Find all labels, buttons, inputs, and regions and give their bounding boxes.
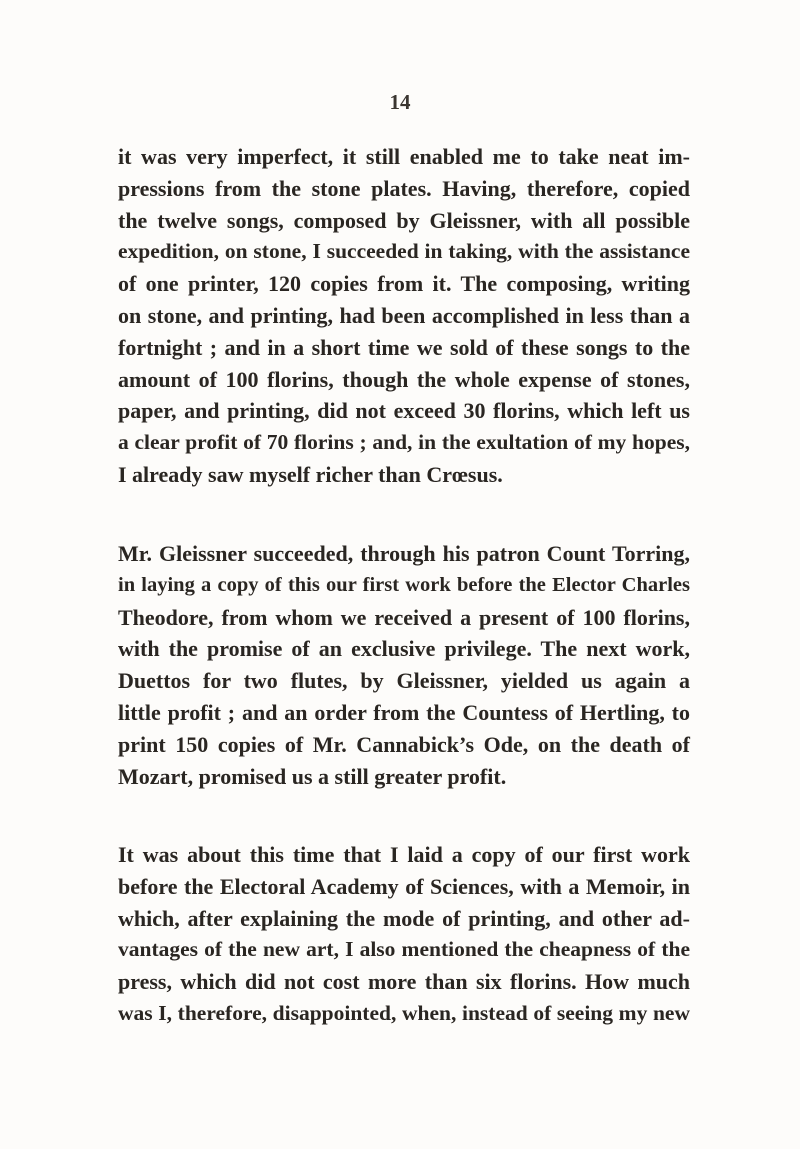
paragraph-3 (118, 839, 690, 1030)
text-line: which, after explaining the mode of printing, and other ad- (118, 905, 690, 931)
text-line: amount of 100 florins, though the whole expense of stones, (118, 366, 690, 392)
text-line: on stone, and printing, had been accomplished in less than a (118, 302, 690, 328)
text-line: with the promise of an exclusive privilege. The next work, (118, 636, 690, 662)
text-line: print 150 copies of Mr. Cannabick’s Ode, on the death of (118, 731, 690, 757)
page-number: 14 (389, 90, 411, 114)
text-line: Theodore, from whom we received a present of 100 florins, (118, 604, 690, 630)
text-line: a clear profit of 70 florins ; and, in the exultation of my hopes, (118, 430, 690, 455)
paragraph-1 (118, 141, 690, 491)
text-line: Duettos for two flutes, by Gleissner, yielded us again a (118, 668, 690, 694)
text-line: I already saw myself richer than Crœsus. (118, 461, 503, 487)
text-line: before the Electoral Academy of Sciences, with a Memoir, in (118, 873, 690, 899)
text-line: was I, therefore, disappointed, when, instead of seeing my new (118, 1000, 690, 1025)
text-line: Mr. Gleissner succeeded, through his patron Count Torring, (118, 541, 690, 566)
text-line: Mozart, promised us a still greater profit. (118, 763, 507, 789)
text-line: paper, and printing, did not exceed 30 florins, which left us (118, 398, 690, 424)
text-line: vantages of the new art, I also mentioned the cheapness of the (118, 937, 690, 962)
text-line: it was very imperfect, it still enabled me to take neat im- (118, 144, 690, 169)
text-line: It was about this time that I laid a copy of our first work (118, 842, 690, 867)
text-line: expedition, on stone, I succeeded in taking, with the assistance (118, 239, 690, 264)
text-line: fortnight ; and in a short time we sold of these songs to the (118, 334, 690, 360)
text-line: little profit ; and an order from the Countess of Hertling, to (118, 699, 690, 725)
text-line: the twelve songs, composed by Gleissner, with all possible (118, 207, 690, 233)
paragraph-2 (118, 538, 690, 792)
text-line: pressions from the stone plates. Having, therefore, copied (118, 175, 690, 201)
text-line: of one printer, 120 copies from it. The composing, writing (118, 271, 690, 297)
text-line: in laying a copy of this our first work before the Elector Charles (118, 573, 690, 596)
text-line: press, which did not cost more than six florins. How much (118, 969, 690, 995)
